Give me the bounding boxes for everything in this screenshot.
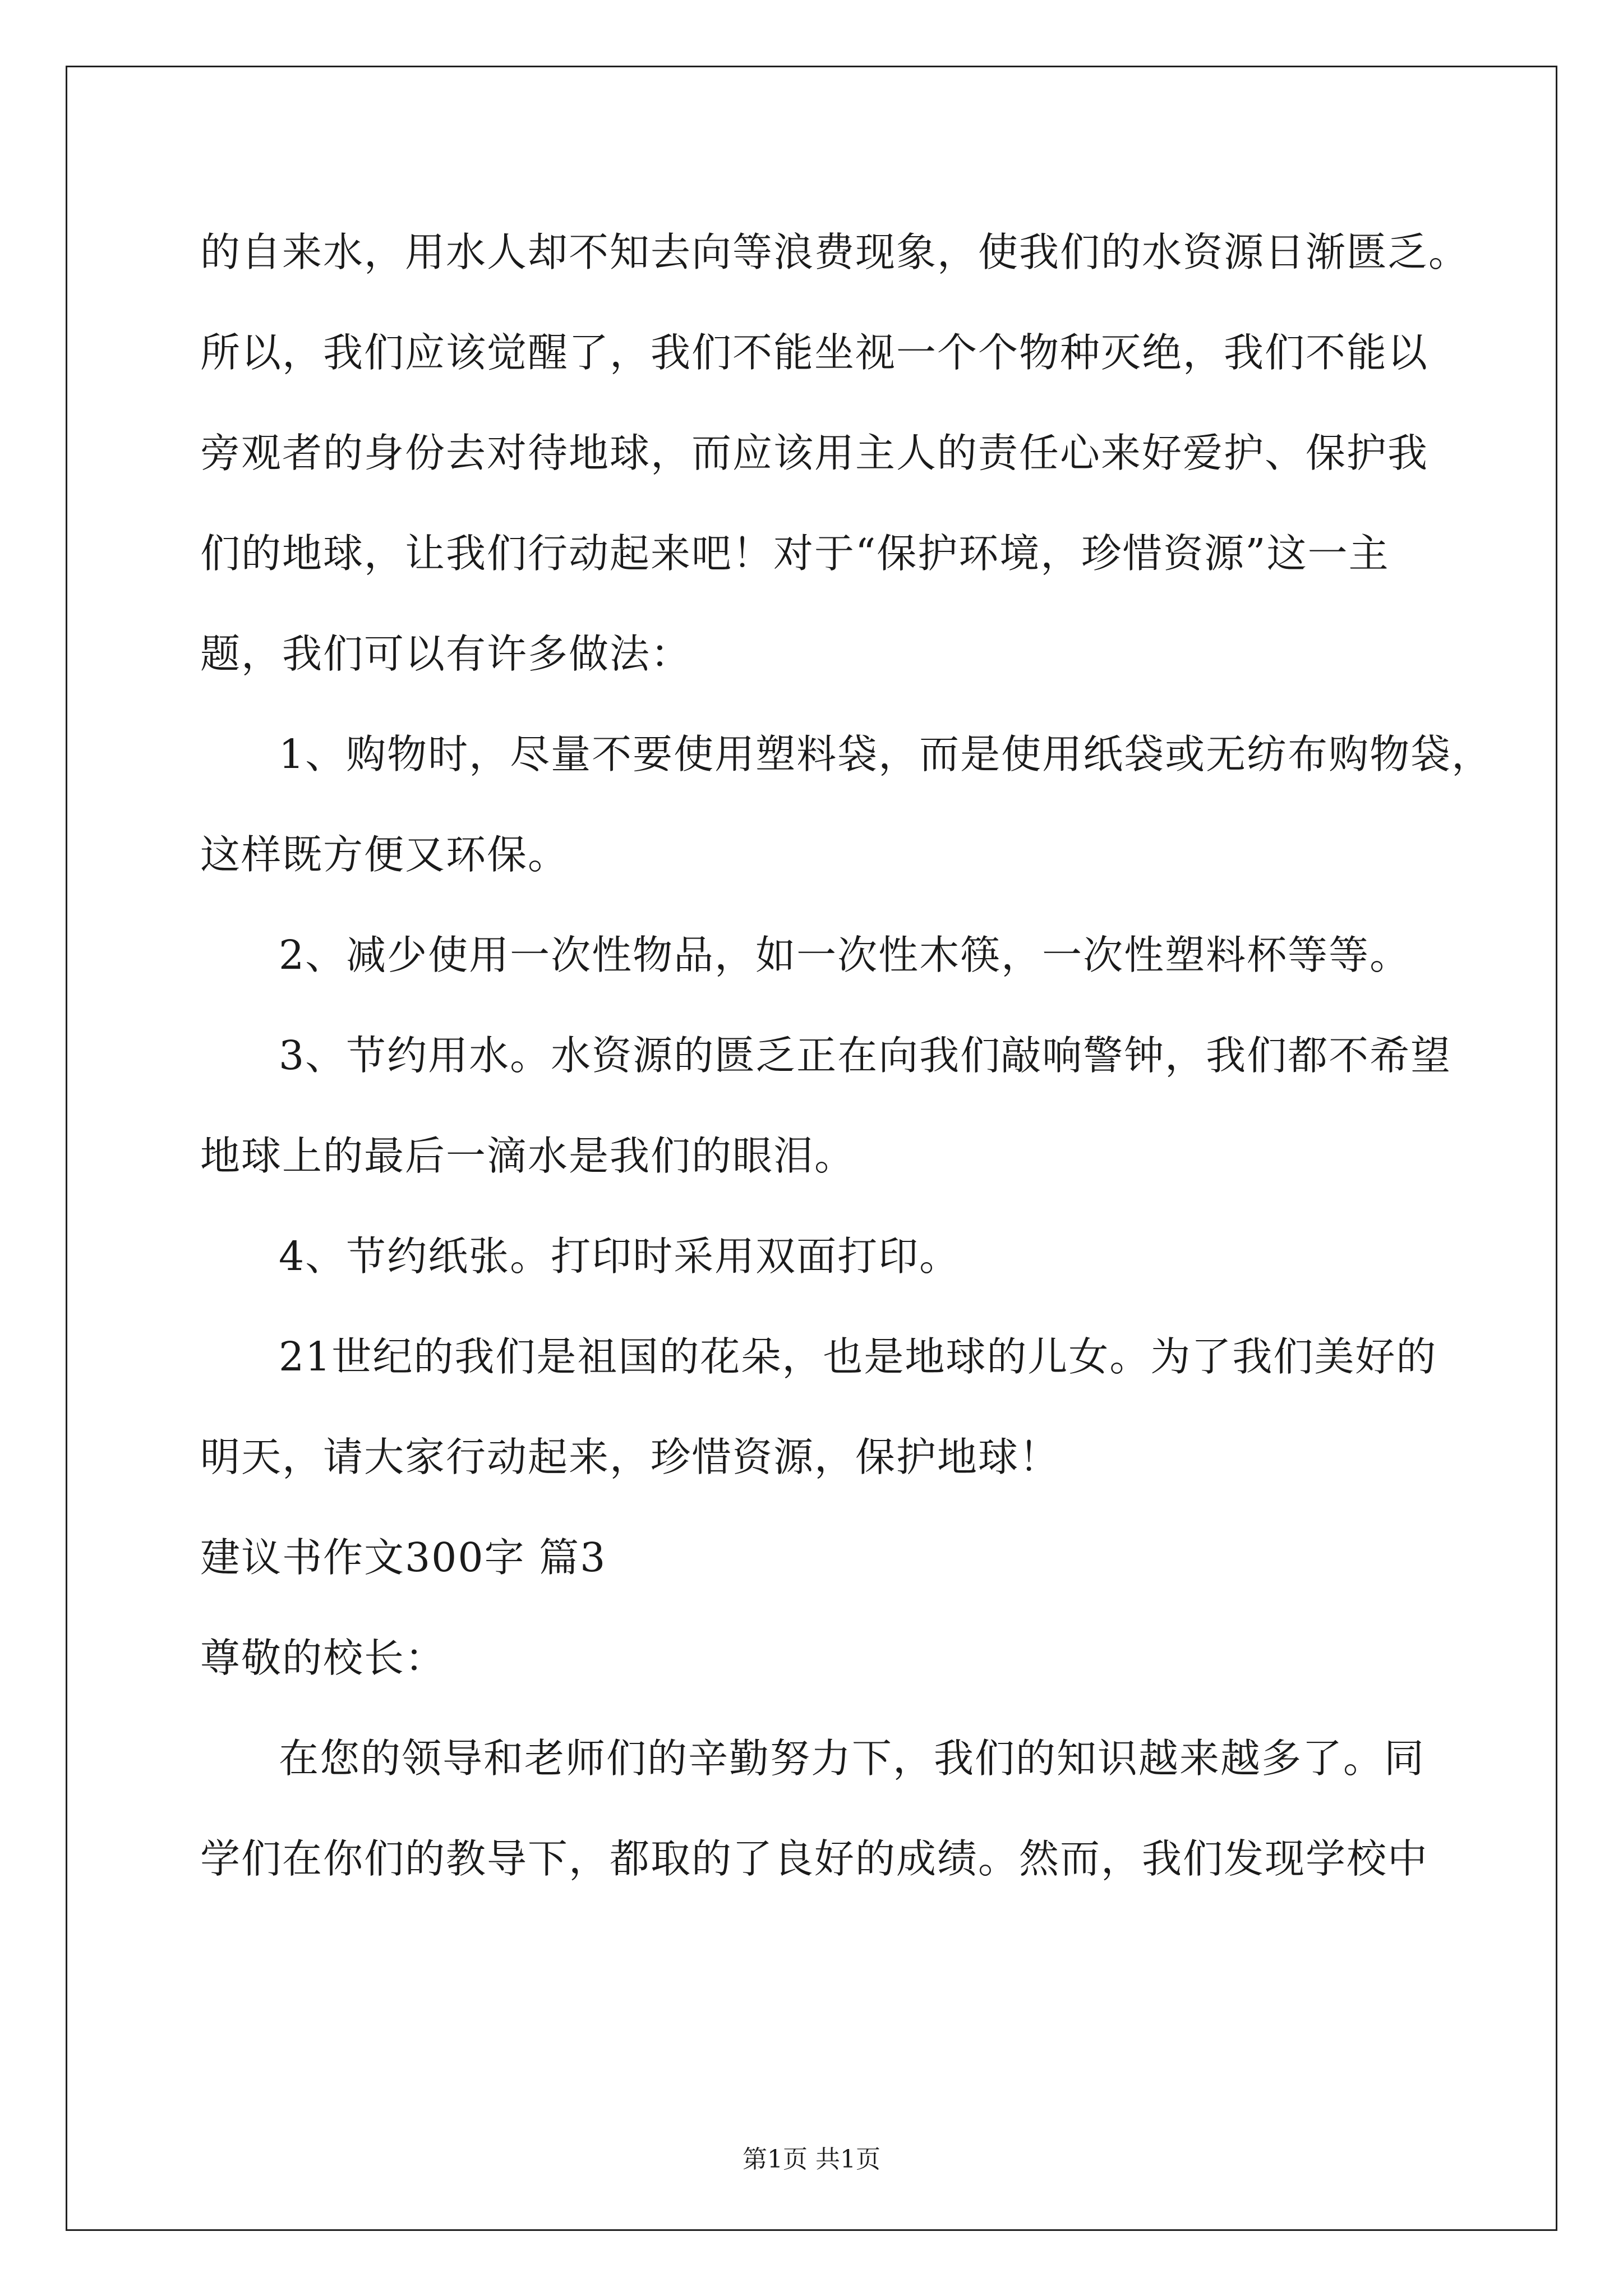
paragraph-start: 21世纪的我们是祖国的花朵，也是地球的儿女。为了我们美好的 <box>279 1333 1437 1380</box>
list-item-3: 3、节约用水。水资源的匮乏正在向我们敲响警钟，我们都不希望 <box>279 1032 1452 1079</box>
salutation: 尊敬的校长： <box>200 1635 446 1681</box>
list-item-4: 4、节约纸张。打印时采用双面打印。 <box>279 1233 961 1280</box>
text-line: 学们在你们的教导下，都取的了良好的成绩。然而，我们发现学校中 <box>200 1835 1429 1882</box>
text-line: 的自来水，用水人却不知去向等浪费现象，使我们的水资源日渐匮乏。 <box>200 229 1470 275</box>
text-line: 地球上的最后一滴水是我们的眼泪。 <box>200 1133 856 1179</box>
text-line: 们的地球，让我们行动起来吧！对于“保护环境，珍惜资源”这一主 <box>200 530 1390 577</box>
text-line: 旁观者的身份去对待地球，而应该用主人的责任心来好爱护、保护我 <box>200 430 1429 476</box>
text-line: 题，我们可以有许多做法： <box>200 631 692 677</box>
text-line: 所以，我们应该觉醒了，我们不能坐视一个个物种灭绝，我们不能以 <box>200 329 1429 376</box>
list-item-2: 2、减少使用一次性物品，如一次性木筷，一次性塑料杯等等。 <box>279 932 1411 978</box>
text-line: 明天，请大家行动起来，珍惜资源，保护地球！ <box>200 1434 1061 1480</box>
section-heading: 建议书作文300字 篇3 <box>200 1534 607 1581</box>
text-line: 这样既方便又环保。 <box>200 831 569 878</box>
list-item-1: 1、购物时，尽量不要使用塑料袋，而是使用纸袋或无纺布购物袋， <box>279 731 1493 777</box>
paragraph-start: 在您的领导和老师们的辛勤努力下，我们的知识越来越多了。同 <box>279 1735 1426 1782</box>
page-footer: 第1页 共1页 <box>743 2145 880 2174</box>
